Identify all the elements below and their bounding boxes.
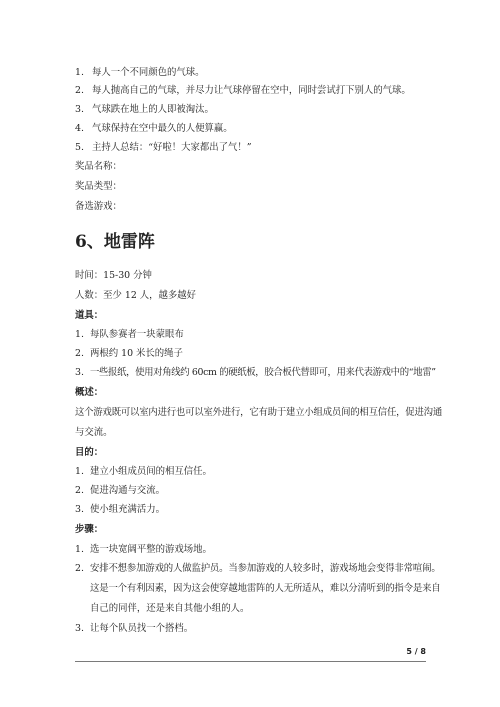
list-item-continued: 这是一个有利因素，因为这会使穿越地雷阵的人无所适从，难以分清听到的指令是来自 (90, 583, 441, 594)
list-number: 5. (75, 142, 84, 153)
list-item: 每人一个不同颜色的气球。 (92, 67, 205, 78)
list-number: 3. (75, 367, 84, 378)
list-number: 2. (75, 348, 84, 359)
prize-name-label: 奖品名称： (75, 161, 122, 172)
list-number: 3. (75, 623, 84, 634)
list-item: 安排不想参加游戏的人做监护员。当参加游戏的人较多时，游戏场地会变得非常喧闹。 (90, 563, 441, 574)
people-line: 人数：至少 12 人，越多越好 (75, 290, 197, 301)
list-number: 2. (75, 485, 84, 496)
list-number: 1. (75, 329, 84, 340)
list-item: 选一块宽阔平整的游戏场地。 (90, 544, 212, 555)
goal-label: 目的： (75, 447, 104, 458)
list-item: 建立小组成员间的相互信任。 (90, 466, 212, 477)
list-item: 一些报纸，使用对角线约 60cm 的硬纸板，胶合板代替即可，用来代表游戏中的“地雷” (90, 367, 436, 378)
list-item: 每队参赛者一块蒙眼布 (90, 329, 184, 340)
footer-divider (75, 661, 426, 662)
overview-label: 概述： (75, 387, 104, 398)
list-number: 1. (75, 466, 84, 477)
list-item: 促进沟通与交流。 (90, 485, 166, 496)
list-item: 每人抛高自己的气球，并尽力让气球停留在空中，同时尝试打下别人的气球。 (92, 85, 411, 96)
overview-text: 这个游戏既可以室内进行也可以室外进行，它有助于建立小组成员间的相互信任，促进沟通 (75, 407, 443, 418)
list-item: 两根约 10 米长的绳子 (90, 348, 183, 359)
list-item: 让每个队员找一个搭档。 (90, 623, 194, 634)
prize-type-label: 奖品类型： (75, 181, 122, 192)
list-item: 主持人总结：“好啦！大家都出了气！” (92, 142, 252, 153)
list-number: 2. (75, 563, 84, 574)
steps-label: 步骤： (75, 524, 104, 535)
page-number: 5 / 8 (406, 647, 426, 656)
list-item: 气球跌在地上的人即被淘汰。 (92, 104, 214, 115)
list-number: 4. (75, 123, 84, 134)
list-item: 气球保持在空中最久的人便算赢。 (92, 123, 233, 134)
list-number: 2. (75, 85, 84, 96)
time-line: 时间：15-30 分钟 (75, 270, 152, 281)
list-item: 使小组充满活力。 (90, 504, 166, 515)
backup-game-label: 备选游戏： (75, 201, 122, 212)
list-number: 1. (75, 67, 84, 78)
list-number: 1. (75, 544, 84, 555)
list-number: 3. (75, 504, 84, 515)
overview-text: 与交流。 (75, 427, 113, 438)
list-item-continued: 自己的同伴，还是来自其他小组的人。 (90, 603, 250, 614)
section-title: 6、地雷阵 (75, 232, 155, 252)
list-number: 3. (75, 104, 84, 115)
props-label: 道具： (75, 310, 104, 321)
